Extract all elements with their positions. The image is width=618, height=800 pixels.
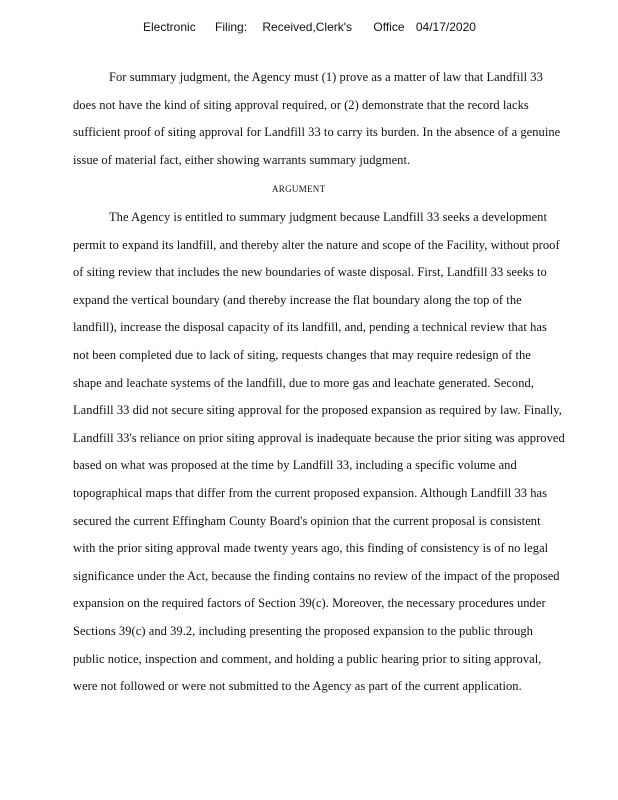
header-office: Office xyxy=(373,20,405,34)
text-line: expansion on the required factors of Section 39(c). Moreover, the necessary procedures under xyxy=(73,596,546,611)
text-line: The Agency is entitled to summary judgment because Landfill 33 seeks a development xyxy=(109,210,548,224)
paragraph-summary-judgment-standard xyxy=(73,64,603,174)
text-line: of siting review that includes the new boundaries of waste disposal. First, Landfill 33 seeks to xyxy=(73,265,547,280)
paragraph-1 xyxy=(73,64,603,174)
text-line: not been completed due to lack of siting, requests changes that may require redesign of the xyxy=(73,347,531,362)
text-line: expand the vertical boundary (and thereby increase the flat boundary along the top of the xyxy=(73,292,522,307)
text-line: topographical maps that differ from the current proposed expansion. Although Landfill 33 has xyxy=(73,485,548,500)
text-line: with the prior siting approval made twenty years ago, this finding of consistency is of no legal xyxy=(73,541,549,556)
text-line: landfill), increase the disposal capacity of its landfill, and, pending a technical review that has xyxy=(73,320,547,335)
text-line: issue of material fact, either showing warrants summary judgment. xyxy=(73,152,411,167)
text-line: does not have the kind of siting approval required, or (2) demonstrate that the record lacks xyxy=(73,97,529,112)
text-line: For summary judgment, the Agency must (1) prove as a matter of law that Landfill 33 xyxy=(109,70,543,84)
header-filing: Filing: xyxy=(215,20,248,34)
heading-argument: ARGUMENT xyxy=(272,184,326,194)
text-line: sufficient proof of siting approval for Landfill 33 to carry its burden. In the absence of a genuine xyxy=(73,125,561,140)
text-line: shape and leachate systems of the landfill, due to more gas and leachate generated. Second, xyxy=(73,375,534,390)
text-line: Landfill 33 did not secure siting approval for the proposed expansion as required by law. Finally, xyxy=(73,403,562,418)
text-line: Landfill 33's reliance on prior siting approval is inadequate because the prior siting was approved xyxy=(73,430,565,445)
text-line: Sections 39(c) and 39.2, including presenting the proposed expansion to the public through xyxy=(73,623,533,638)
paragraph-2 xyxy=(73,204,603,701)
text-line: permit to expand its landfill, and thereby alter the nature and scope of the Facility, without proof xyxy=(73,237,560,252)
header-date: 04/17/2020 xyxy=(415,20,476,34)
text-line: public notice, inspection and comment, and holding a public hearing prior to siting approval, xyxy=(73,651,542,666)
header-electronic: Electronic xyxy=(143,20,196,34)
text-line: secured the current Effingham County Board's opinion that the current proposal is consistent xyxy=(73,513,541,528)
paragraph-argument-body xyxy=(73,204,603,701)
filing-stamp-header xyxy=(143,20,476,34)
header-received: Received,Clerk's xyxy=(262,20,353,34)
text-line: based on what was proposed at the time by Landfill 33, including a specific volume and xyxy=(73,458,517,473)
text-line: significance under the Act, because the finding contains no review of the impact of the proposed xyxy=(73,568,560,583)
text-line: were not followed or were not submitted to the Agency as part of the current application. xyxy=(73,679,522,694)
